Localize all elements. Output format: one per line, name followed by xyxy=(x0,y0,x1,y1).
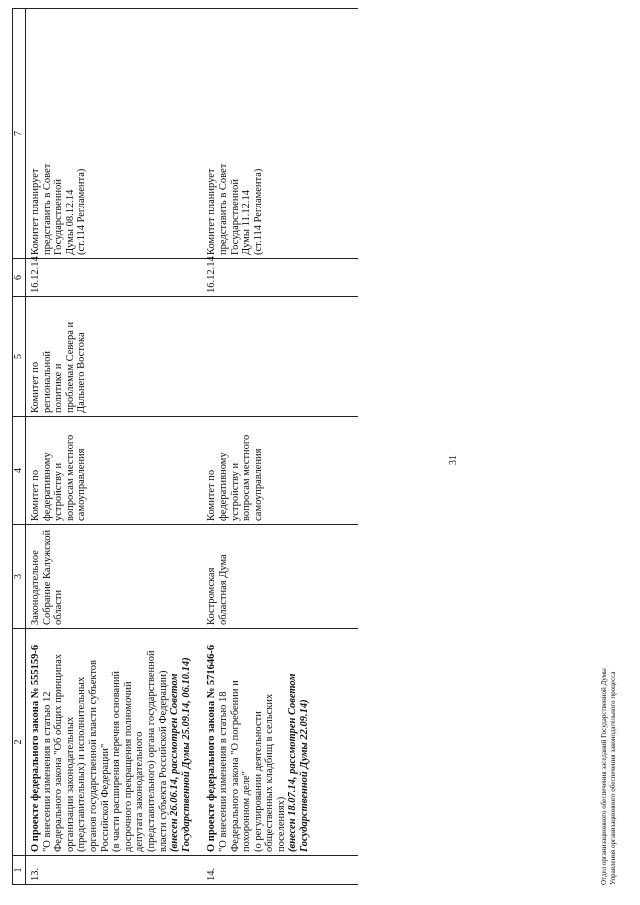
footer xyxy=(600,668,617,885)
bill-note xyxy=(287,632,310,852)
text-line: досрочного прекращения полномочий xyxy=(122,681,134,852)
column-numbers-row xyxy=(13,9,26,885)
text-line: О проекте федерального закона № 555159-6 xyxy=(30,644,41,852)
text-line: "О внесении изменения в статью 18 xyxy=(217,691,229,852)
text-line: органов государственной власти субъектов xyxy=(87,659,99,852)
initiator-cell xyxy=(204,525,358,629)
date-cell: 16.12.14 xyxy=(204,259,358,297)
text-line: политике и xyxy=(53,363,65,413)
text-line: устройству и xyxy=(53,462,65,521)
text-line: Государственной xyxy=(229,179,241,255)
text-line: (внесен 26.06.14, рассмотрен Советом xyxy=(169,673,181,852)
text-line: устройству и xyxy=(229,462,241,521)
co-committee-cell xyxy=(26,297,205,417)
co-committee-cell xyxy=(204,297,358,417)
text-line: Комитет по xyxy=(30,469,41,521)
text-line: похоронном деле" xyxy=(241,771,253,852)
text-line: (ст.114 Регламента) xyxy=(76,168,88,255)
bill-title xyxy=(206,632,218,852)
bill-text xyxy=(218,632,288,852)
text-line: организации законодательных xyxy=(64,716,76,852)
text-line: представить в Совет xyxy=(217,163,229,255)
text-line: (ст.114 Регламента) xyxy=(252,168,264,255)
text-line: федеративному xyxy=(41,452,53,521)
text-line: федеративному xyxy=(217,452,229,521)
column-number: 6 xyxy=(13,259,26,297)
text-line: Костромская xyxy=(206,567,218,625)
text-line: (о регулировании деятельности xyxy=(252,711,264,852)
column-number: 1 xyxy=(13,856,26,885)
table-row xyxy=(26,9,205,885)
text-line: власти субъекта Российской Федерации) xyxy=(157,670,169,852)
text-line: вопросам местного xyxy=(64,434,76,521)
text-line: Комитет по xyxy=(30,361,41,413)
text-line: Российской Федерации" xyxy=(99,743,111,852)
text-line: (в части расширения перечня оснований xyxy=(111,670,123,852)
text-line: общественных кладбищ в сельских xyxy=(264,693,276,852)
page-number: 31 xyxy=(448,455,459,465)
row-number: 13. xyxy=(26,856,205,885)
date-cell: 16.12.14 xyxy=(26,259,205,297)
text-line: Федерального закона "О погребении и xyxy=(229,680,241,852)
text-line: вопросам местного xyxy=(241,434,253,521)
column-number: 7 xyxy=(13,9,26,259)
committee-cell xyxy=(204,417,358,525)
footer-line: Управления организационного обеспечения законодательного процесса xyxy=(608,671,617,885)
text-line: области xyxy=(53,589,65,625)
bill-title xyxy=(30,632,42,852)
text-line: самоуправления xyxy=(76,448,88,521)
bill-description xyxy=(204,629,358,856)
row-number: 14. xyxy=(204,856,358,885)
table-body xyxy=(26,9,359,885)
text-line: Законодательное xyxy=(30,550,41,625)
initiator-cell xyxy=(26,525,205,629)
text-line: Комитет по xyxy=(206,469,218,521)
text-line: Государственной xyxy=(53,179,65,255)
text-line: региональной xyxy=(41,351,53,413)
text-line: самоуправления xyxy=(252,448,264,521)
footer-line: Отдел организационного обеспечения заседаний Государственной Думы xyxy=(600,668,608,885)
text-line: Государственной Думы 25.09.14, 06.10.14) xyxy=(180,657,192,852)
text-line: Комитет планирует xyxy=(206,168,218,255)
text-line: (представительного) органа государственной xyxy=(145,650,157,852)
text-line: (представительных) и исполнительных xyxy=(76,676,88,852)
table-row xyxy=(204,9,358,885)
text-line: Дальнего Востока xyxy=(76,332,88,413)
text-line: областная Дума xyxy=(217,554,229,625)
plan-cell xyxy=(204,9,358,259)
text-line: Федерального закона "Об общих принципах xyxy=(53,653,65,852)
bill-note xyxy=(169,632,192,852)
text-line: Собрание Калужской xyxy=(41,529,53,625)
column-number: 3 xyxy=(13,525,26,629)
text-line: проблемам Севера и xyxy=(64,321,76,413)
text-line: Думы 11.12.14 xyxy=(241,190,253,255)
text-line: О проекте федерального закона № 571646-6 xyxy=(206,644,218,852)
text-line: представить в Совет xyxy=(41,163,53,255)
text-line: Комитет планирует xyxy=(30,168,41,255)
column-number: 4 xyxy=(13,417,26,525)
text-line: поселениях) xyxy=(275,796,287,852)
bill-text xyxy=(42,632,170,852)
committee-cell xyxy=(26,417,205,525)
text-line: (внесен 18.07.14, рассмотрен Советом xyxy=(287,673,299,852)
bills-table xyxy=(12,8,358,885)
column-number: 5 xyxy=(13,297,26,417)
bill-description xyxy=(26,629,205,856)
column-number: 2 xyxy=(13,629,26,856)
plan-cell xyxy=(26,9,205,259)
text-line: "О внесении изменения в статью 12 xyxy=(41,691,53,852)
text-line: депутата законодательного xyxy=(134,731,146,852)
text-line: Государственной Думы 22.09.14) xyxy=(299,699,311,852)
text-line: Думы 08.12.14 xyxy=(64,189,76,255)
